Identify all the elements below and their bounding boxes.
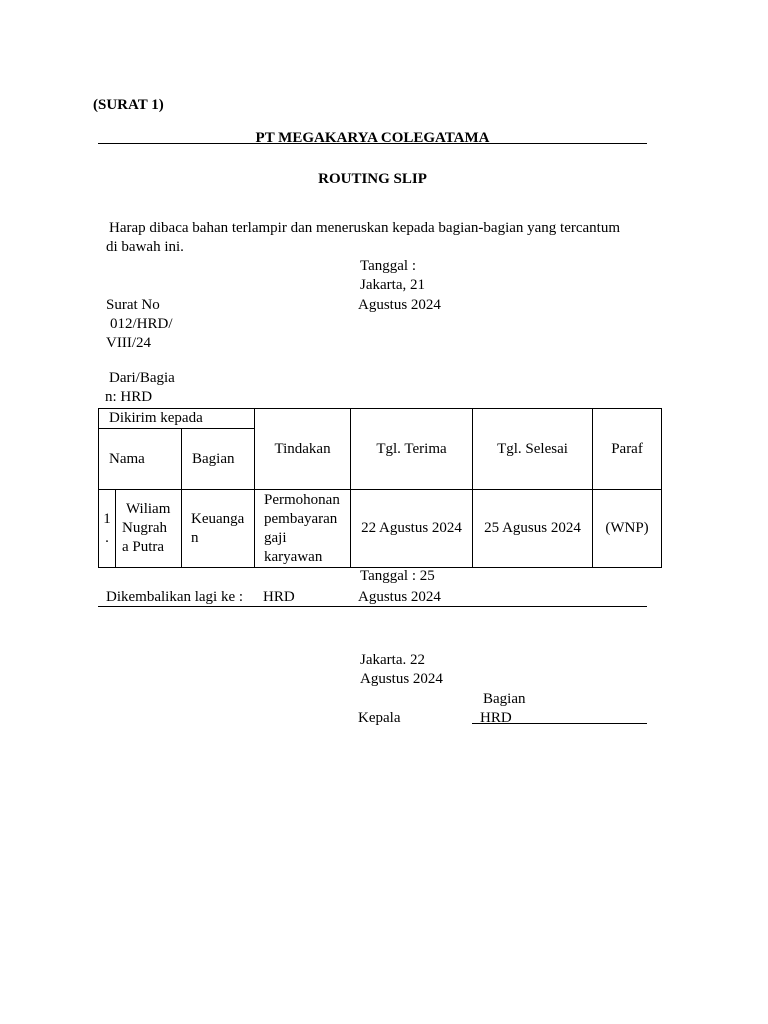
return-underline bbox=[98, 606, 647, 607]
tindakan-cell bbox=[255, 490, 351, 568]
row-number-line-1: 1 bbox=[103, 510, 111, 527]
tgl-selesai-cell: 25 Agusus 2024 bbox=[473, 490, 593, 568]
paraf-cell: (WNP) bbox=[593, 490, 662, 568]
table-row bbox=[99, 490, 662, 568]
tindakan-line-3: gaji bbox=[264, 529, 287, 546]
surat-no-line-1: 012/HRD/ bbox=[110, 316, 173, 332]
intro-line-2: di bawah ini. bbox=[106, 239, 184, 255]
tindakan-line-4: karyawan bbox=[264, 548, 323, 565]
bagian-cell bbox=[182, 490, 255, 568]
tindakan-header: Tindakan bbox=[255, 409, 351, 490]
company-name: PT MEGAKARYA COLEGATAMA bbox=[255, 130, 490, 146]
return-label: Dikembalikan lagi ke : bbox=[106, 589, 244, 605]
row-number bbox=[99, 490, 116, 568]
tgl-terima-cell: 22 Agustus 2024 bbox=[351, 490, 473, 568]
tgl-terima-header: Tgl. Terima bbox=[351, 409, 473, 490]
tanggal-label: Tanggal : bbox=[360, 258, 417, 274]
bagian-line-1: Keuanga bbox=[191, 510, 245, 527]
signature-place-date-line-2: Agustus 2024 bbox=[360, 671, 443, 687]
signature-bagian-line-1: Bagian bbox=[483, 691, 526, 707]
return-tanggal-line-2: Agustus 2024 bbox=[358, 589, 441, 605]
bagian-header: Bagian bbox=[182, 429, 255, 490]
paraf-header: Paraf bbox=[593, 409, 662, 490]
table-header-row-1 bbox=[99, 409, 662, 429]
signature-kepala: Kepala bbox=[358, 710, 401, 726]
signature-bagian-line-2: HRD bbox=[480, 710, 512, 726]
document-title: ROUTING SLIP bbox=[318, 171, 427, 187]
nama-line-1: Wiliam bbox=[126, 501, 171, 517]
intro-line-1: Harap dibaca bahan terlampir dan meneruskan kepada bagian-bagian yang tercantum bbox=[109, 220, 621, 236]
dari-line-2: n: HRD bbox=[105, 389, 153, 405]
return-dept: HRD bbox=[263, 589, 295, 605]
bagian-line-2: n bbox=[191, 529, 199, 546]
tindakan-line-1: Permohonan bbox=[264, 491, 340, 508]
tgl-selesai-header: Tgl. Selesai bbox=[473, 409, 593, 490]
row-number-line-2: . bbox=[105, 529, 109, 546]
tindakan-line-2: pembayaran bbox=[264, 510, 338, 527]
nama-line-3: a Putra bbox=[122, 539, 165, 555]
return-tanggal-line-1: Tanggal : 25 bbox=[360, 568, 435, 584]
nama-header: Nama bbox=[99, 429, 182, 490]
signature-underline bbox=[472, 723, 647, 724]
tanggal-line-2: Agustus 2024 bbox=[358, 297, 441, 313]
signature-place-date-line-1: Jakarta. 22 bbox=[360, 652, 425, 668]
surat-tag: (SURAT 1) bbox=[93, 97, 164, 113]
tanggal-line-1: Jakarta, 21 bbox=[360, 277, 425, 293]
nama-line-2: Nugrah bbox=[122, 520, 167, 536]
company-underline bbox=[98, 143, 647, 144]
surat-no-line-2: VIII/24 bbox=[106, 335, 151, 351]
dari-line-1: Dari/Bagia bbox=[109, 370, 175, 386]
nama-cell bbox=[116, 490, 182, 568]
routing-table bbox=[98, 408, 662, 568]
surat-no-label: Surat No bbox=[106, 297, 160, 313]
dikirim-kepada-header: Dikirim kepada bbox=[99, 409, 255, 429]
